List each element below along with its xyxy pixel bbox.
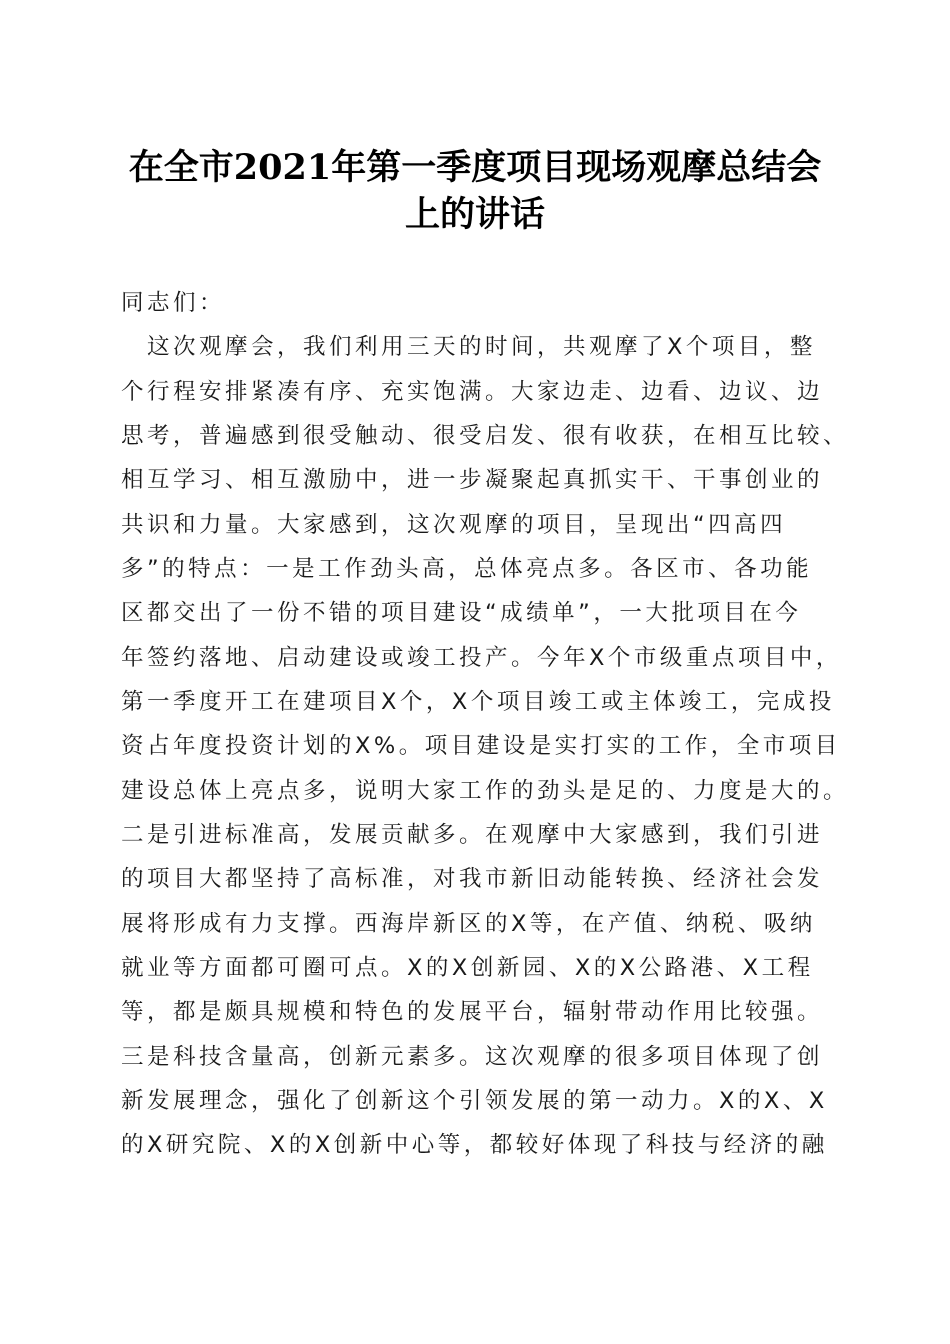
paragraph-line: 资占年度投资计划的X%。项目建设是实打实的工作，全市项目 xyxy=(121,733,841,759)
paragraph-line: 共识和力量。大家感到，这次观摩的项目，呈现出“四高四 xyxy=(121,512,787,538)
paragraph-line: 这次观摩会，我们利用三天的时间，共观摩了X个项目，整 xyxy=(121,334,816,360)
paragraph-line: 的项目大都坚持了高标准，对我市新旧动能转换、经济社会发 xyxy=(121,866,824,892)
paragraph-line: 二是引进标准高，发展贡献多。在观摩中大家感到，我们引进 xyxy=(121,822,824,848)
paragraph-line: 等，都是颇具规模和特色的发展平台，辐射带动作用比较强。 xyxy=(121,999,824,1025)
paragraph-line: 思考，普遍感到很受触动、很受启发、很有收获，在相互比较、 xyxy=(121,423,850,449)
document-title-line-1: 在全市2021年第一季度项目现场观摩总结会 xyxy=(128,147,822,188)
paragraph-line: 相互学习、相互激励中，进一步凝聚起真抓实干、干事创业的 xyxy=(121,467,824,493)
paragraph-line: 建设总体上亮点多，说明大家工作的劲头是足的、力度是大的。 xyxy=(121,778,850,804)
paragraph-line: 的X研究院、X的X创新中心等，都较好体现了科技与经济的融 xyxy=(121,1132,828,1158)
paragraph-line: 第一季度开工在建项目X个，X个项目竣工或主体竣工，完成投 xyxy=(121,689,835,715)
salutation: 同志们： xyxy=(121,290,226,316)
paragraph-line: 就业等方面都可圈可点。X的X创新园、X的X公路港、X工程 xyxy=(121,955,814,981)
paragraph-line: 年签约落地、启动建设或竣工投产。今年X个市级重点项目中， xyxy=(121,645,842,671)
paragraph-line: 多”的特点：一是工作劲头高，总体亮点多。各区市、各功能 xyxy=(121,556,813,582)
paragraph-line: 三是科技含量高，创新元素多。这次观摩的很多项目体现了创 xyxy=(121,1044,824,1070)
paragraph-line: 展将形成有力支撑。西海岸新区的X等，在产值、纳税、吸纳 xyxy=(121,911,816,937)
paragraph-line: 新发展理念，强化了创新这个引领发展的第一动力。X的X、X xyxy=(121,1088,828,1114)
document-title-line-2: 上的讲话 xyxy=(404,194,545,235)
paragraph-line: 区都交出了一份不错的项目建设“成绩单”，一大批项目在今 xyxy=(121,600,802,626)
paragraph-line: 个行程安排紧凑有序、充实饱满。大家边走、边看、边议、边 xyxy=(121,379,824,405)
